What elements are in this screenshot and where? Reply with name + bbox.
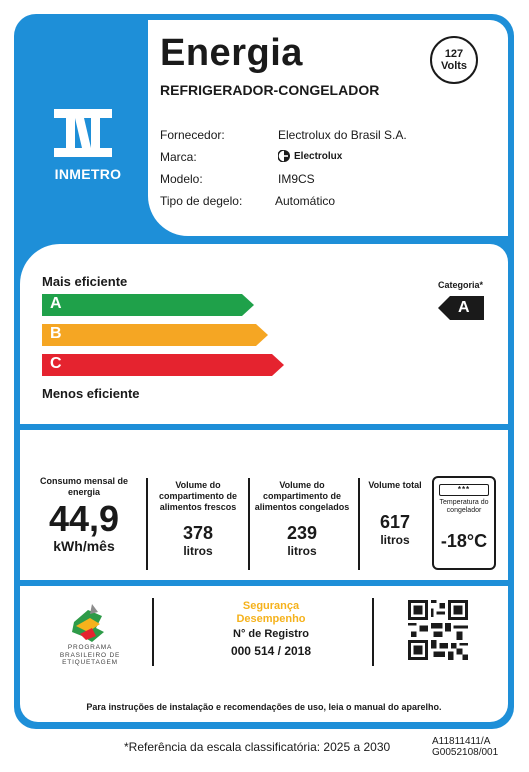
categoria-indicator (438, 296, 484, 320)
class-b-letter: B (50, 325, 62, 342)
most-efficient-label: Mais eficiente (42, 274, 128, 289)
frescos-unit: litros (183, 544, 213, 558)
categoria-value: A (458, 299, 470, 316)
consumo-label: Consumo mensal de energia (39, 476, 129, 497)
field-label: Marca: (160, 150, 197, 164)
voltage-unit: Volts (440, 60, 468, 72)
registro-value: 000 514 / 2018 (230, 644, 312, 658)
class-a-letter: A (50, 295, 62, 312)
congelados-label: Volume do compartimento de alimentos congelados (254, 480, 350, 512)
electrolux-logo-icon (278, 150, 290, 162)
instructions-text: Para instruções de instalação e recomendações de uso, leia o manual do aparelho. (86, 702, 442, 712)
freezer-star-icon: *** (439, 484, 489, 496)
voltage-value: 127 (444, 48, 464, 60)
product-type: REFRIGERADOR-CONGELADOR (160, 82, 380, 98)
field-label: Modelo: (160, 172, 203, 186)
congelados-unit: litros (287, 544, 317, 558)
field-value: Automático (275, 194, 336, 208)
divider (152, 598, 154, 666)
congelados-column (250, 480, 354, 558)
label-code (432, 736, 498, 758)
divider (358, 478, 360, 570)
frescos-column (150, 480, 246, 558)
temp-label: Temperatura do congelador (439, 499, 489, 514)
page-title: Energia (160, 32, 303, 74)
class-b-bar (42, 324, 268, 346)
reference-note: *Referência da escala classificatória: 2025 a 2030 (124, 740, 391, 754)
inmetro-logo-area (14, 14, 144, 239)
consumo-column (28, 476, 140, 554)
total-label: Volume total (368, 480, 422, 490)
data-panel (20, 430, 508, 580)
field-value: IM9CS (278, 172, 315, 186)
congelados-value: 239 (286, 523, 318, 543)
brand-value (278, 150, 342, 162)
frescos-value: 378 (182, 523, 214, 543)
desempenho-label: Desempenho (236, 613, 306, 625)
programa-etiquetagem-logo-icon (66, 602, 110, 646)
total-unit: litros (380, 533, 410, 547)
brand-name: Electrolux (294, 150, 343, 162)
code-line-1: A11811411/A (432, 736, 491, 747)
inmetro-text: INMETRO (54, 166, 122, 182)
qr-code-icon (408, 600, 468, 660)
class-a-bar (42, 294, 254, 316)
consumo-unit: kWh/mês (53, 538, 115, 554)
divider (146, 478, 148, 570)
programa-text: PROGRAMA BRASILEIRO DE ETIQUETAGEM (59, 644, 121, 666)
seguranca-label: Segurança (242, 600, 300, 612)
field-label: Tipo de degelo: (160, 194, 243, 208)
field-value: Electrolux do Brasil S.A. (278, 128, 407, 142)
least-efficient-label: Menos eficiente (42, 386, 140, 401)
temp-value: -18°C (440, 531, 488, 551)
divider (372, 598, 374, 666)
total-column (366, 480, 424, 547)
registro-label: N° de Registro (233, 628, 309, 640)
consumo-value: 44,9 (48, 498, 120, 539)
bottom-panel (20, 586, 508, 722)
code-line-2: G0052108/001 (432, 747, 499, 758)
field-label: Fornecedor: (160, 128, 225, 142)
categoria-label: Categoria* (438, 280, 484, 290)
header-panel (148, 20, 508, 236)
seguranca-desempenho-block (166, 600, 376, 658)
freezer-temperature-box (432, 476, 496, 570)
voltage-badge (430, 36, 478, 84)
class-c-bar (42, 354, 284, 376)
inmetro-logo-icon (54, 109, 112, 157)
efficiency-panel (20, 244, 508, 424)
total-value: 617 (379, 512, 411, 532)
frescos-label: Volume do compartimento de alimentos frescos (158, 480, 237, 512)
class-c-letter: C (50, 355, 62, 372)
